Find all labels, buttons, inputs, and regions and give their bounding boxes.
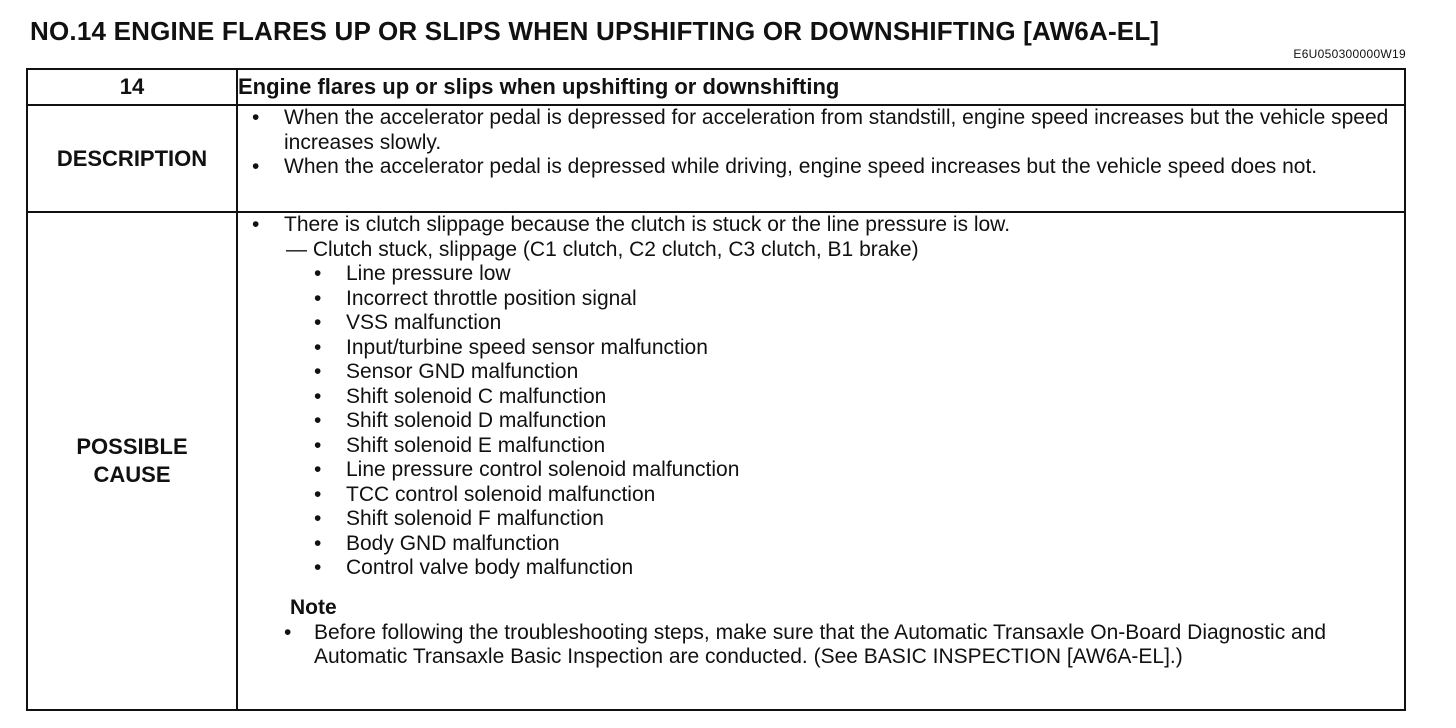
troubleshooting-table [26, 68, 1406, 711]
cause-detail-list [238, 262, 1404, 581]
possible-cause-row [27, 212, 1405, 710]
cause-detail-item: • Line pressure control solenoid malfunction [238, 458, 1404, 483]
note-list [238, 621, 1404, 670]
page-title: NO.14 ENGINE FLARES UP OR SLIPS WHEN UPSHIFTING OR DOWNSHIFTING [AW6A-EL] [30, 16, 1160, 46]
cause-detail-item: • Body GND malfunction [238, 532, 1404, 557]
cause-list [238, 213, 1404, 238]
cause-detail-item: • TCC control solenoid malfunction [238, 483, 1404, 508]
cause-detail-item: • Input/turbine speed sensor malfunction [238, 336, 1404, 361]
symptom-heading: Engine flares up or slips when upshifting or downshifting [237, 69, 1405, 105]
cause-detail-item: • Line pressure low [238, 262, 1404, 287]
possible-cause-cell [237, 212, 1405, 710]
note-item: • Before following the troubleshooting steps, make sure that the Automatic Transaxle On-Board Diagnostic and Automatic Transaxle Basic Inspection are conducted. (See BASIC INSPECTION [AW6A-EL].) [238, 621, 1404, 670]
cause-main-item: • There is clutch slippage because the clutch is stuck or the line pressure is low. [238, 213, 1404, 238]
cause-detail-item: • Shift solenoid F malfunction [238, 507, 1404, 532]
cause-detail-item: • Control valve body malfunction [238, 556, 1404, 581]
description-cell [237, 105, 1405, 212]
note-heading: Note [290, 595, 337, 619]
possible-cause-label-line1: POSSIBLE [76, 434, 188, 459]
description-item: • When the accelerator pedal is depressed for acceleration from standstill, engine speed increases but the vehicle speed increases slowly. [238, 106, 1404, 155]
description-row [27, 105, 1405, 212]
cause-detail-item: • Shift solenoid E malfunction [238, 434, 1404, 459]
symptom-number: 14 [27, 69, 237, 105]
table-header-row [27, 69, 1405, 105]
possible-cause-label-line2: CAUSE [93, 462, 171, 487]
cause-detail-item: • Sensor GND malfunction [238, 360, 1404, 385]
document-id: E6U050300000W19 [1293, 47, 1406, 61]
cause-detail-item: • Incorrect throttle position signal [238, 287, 1404, 312]
cause-detail-item: • Shift solenoid C malfunction [238, 385, 1404, 410]
possible-cause-label [27, 212, 237, 710]
cause-detail-item: • Shift solenoid D malfunction [238, 409, 1404, 434]
description-label: DESCRIPTION [27, 105, 237, 212]
description-list [238, 106, 1404, 180]
cause-detail-item: • VSS malfunction [238, 311, 1404, 336]
description-item: • When the accelerator pedal is depressed while driving, engine speed increases but the vehicle speed does not. [238, 155, 1404, 180]
cause-subheading: — Clutch stuck, slippage (C1 clutch, C2 clutch, C3 clutch, B1 brake) [286, 237, 919, 261]
